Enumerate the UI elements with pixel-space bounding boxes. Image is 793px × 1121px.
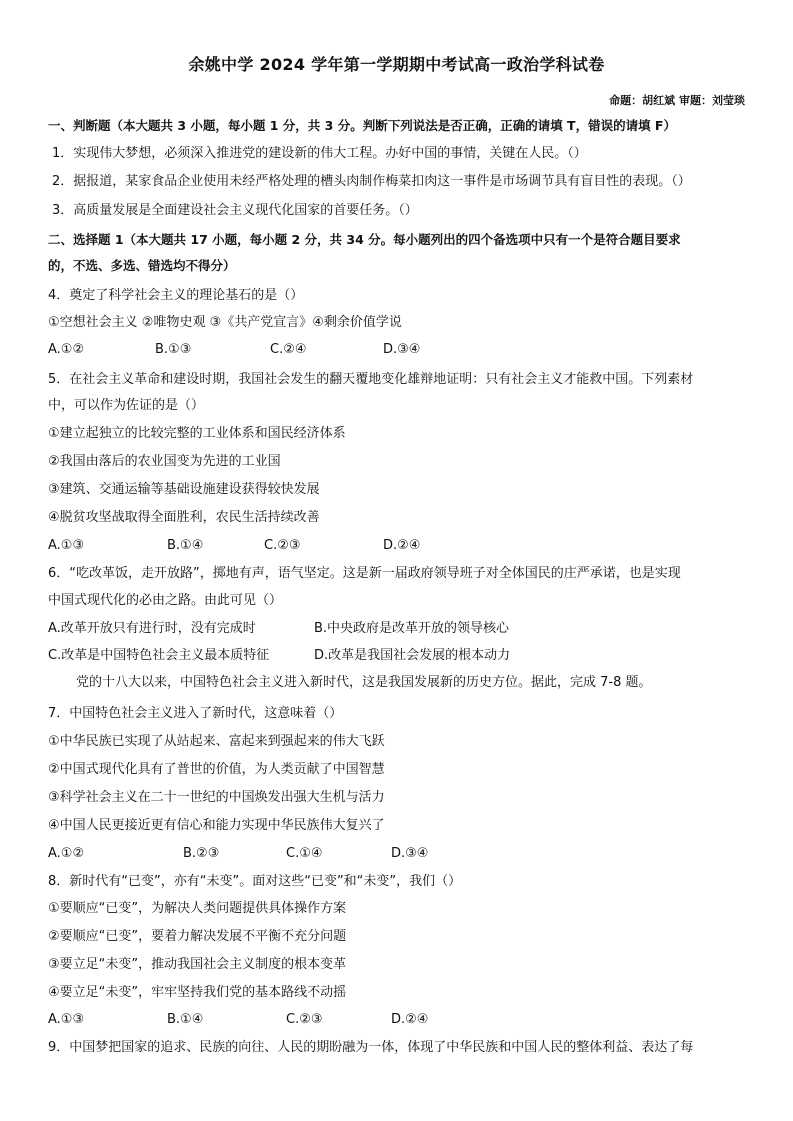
q8-statement-4: ④要立足“未变”，牢牢坚持我们党的基本路线不动摇 [48,985,347,1000]
q8-option-c: C.②③ [286,1012,323,1027]
q7-statement-1: ①中华民族已实现了从站起来、富起来到强起来的伟大飞跃 [48,734,385,749]
q8-statement-1: ①要顺应“已变”，为解决人类问题提供具体操作方案 [48,901,347,916]
q5-option-b: B.①④ [167,538,204,553]
q5-statement-3: ③建筑、交通运输等基础设施建设获得较快发展 [48,482,320,497]
q8-statement-2: ②要顺应“已变”，要着力解决发展不平衡不充分问题 [48,929,347,944]
q5-option-a: A.①③ [48,538,85,553]
q7-statement-3: ③科学社会主义在二十一世纪的中国焕发出强大生机与活力 [48,790,385,805]
q7-stem: 7．中国特色社会主义进入了新时代，这意味着（） [48,706,343,721]
q6-option-c: C.改革是中国特色社会主义最本质特征 [48,648,270,663]
q6-option-d: D.改革是我国社会发展的根本动力 [314,648,511,663]
q8-statement-3: ③要立足“未变”，推动我国社会主义制度的根本变革 [48,957,347,972]
q5-stem-1: 5．在社会主义革命和建设时期，我国社会发生的翻天覆地变化雄辩地证明：只有社会主义才能救中国。下列素材 [48,372,694,387]
q7-option-b: B.②③ [183,846,220,861]
q7-statement-4: ④中国人民更接近更有信心和能力实现中华民族伟大复兴了 [48,818,385,833]
judge-item-2: 2．据报道，某家食品企业使用未经严格处理的槽头肉制作梅菜扣肉这一事件是市场调节具有盲目性的表现。（） [52,174,691,189]
q7-statement-2: ②中国式现代化具有了普世的价值，为人类贡献了中国智慧 [48,762,385,777]
q5-statement-2: ②我国由落后的农业国变为先进的工业国 [48,454,281,469]
q5-statement-1: ①建立起独立的比较完整的工业体系和国民经济体系 [48,426,346,441]
q5-option-d: D.②④ [383,538,421,553]
section1-heading: 一、判断题（本大题共 3 小题，每小题 1 分，共 3 分。判断下列说法是否正确，正确的请填 T，错误的请填 F） [48,118,676,133]
q5-stem-2: 中，可以作为佐证的是（） [48,398,205,413]
judge-item-1: 1．实现伟大梦想，必须深入推进党的建设新的伟大工程。办好中国的事情，关键在人民。（） [52,146,587,161]
q6-stem-2: 中国式现代化的必由之路。由此可见（） [48,593,283,608]
section2-heading-1: 二、选择题 1（本大题共 17 小题，每小题 2 分，共 34 分。每小题列出的四个备选项中只有一个是符合题目要求 [48,232,681,247]
section2-heading-2: 的，不选、多选、错选均不得分） [48,258,236,273]
q6-stem-1: 6．“吃改革饭，走开放路”，掷地有声，语气坚定。这是新一届政府领导班子对全体国民的庄严承诺，也是实现 [48,566,681,581]
q4-statements: ①空想社会主义 ②唯物史观 ③《共产党宣言》④剩余价值学说 [48,315,402,330]
q5-statement-4: ④脱贫攻坚战取得全面胜利，农民生活持续改善 [48,510,320,525]
q4-option-b: B.①③ [155,342,192,357]
q4-option-c: C.②④ [270,342,307,357]
q4-option-a: A.①② [48,342,85,357]
q7-option-a: A.①② [48,846,85,861]
q8-option-b: B.①④ [167,1012,204,1027]
q6-option-a: A.改革开放只有进行时，没有完成时 [48,621,256,636]
q8-option-d: D.②④ [391,1012,429,1027]
q8-option-a: A.①③ [48,1012,85,1027]
q7-8-intro: 党的十八大以来，中国特色社会主义进入新时代，这是我国发展新的历史方位。据此，完成 7-8 题。 [76,675,652,690]
judge-item-3: 3．高质量发展是全面建设社会主义现代化国家的首要任务。（） [52,203,418,218]
q4-option-d: D.③④ [383,342,421,357]
page-title: 余姚中学 2024 学年第一学期期中考试高一政治学科试卷 [188,55,605,74]
q9-stem-1: 9．中国梦把国家的追求、民族的向往、人民的期盼融为一体，体现了中华民族和中国人民的整体利益、表达了每 [48,1040,694,1055]
q6-option-b: B.中央政府是改革开放的领导核心 [314,621,510,636]
q7-option-d: D.③④ [391,846,429,861]
q5-option-c: C.②③ [264,538,301,553]
q8-stem: 8．新时代有“已变”，亦有“未变”。面对这些“已变”和“未变”，我们（） [48,874,462,889]
q4-stem: 4．奠定了科学社会主义的理论基石的是（） [48,288,304,303]
authors-line: 命题：胡红斌 审题：刘莹琰 [609,94,745,107]
q7-option-c: C.①④ [286,846,323,861]
